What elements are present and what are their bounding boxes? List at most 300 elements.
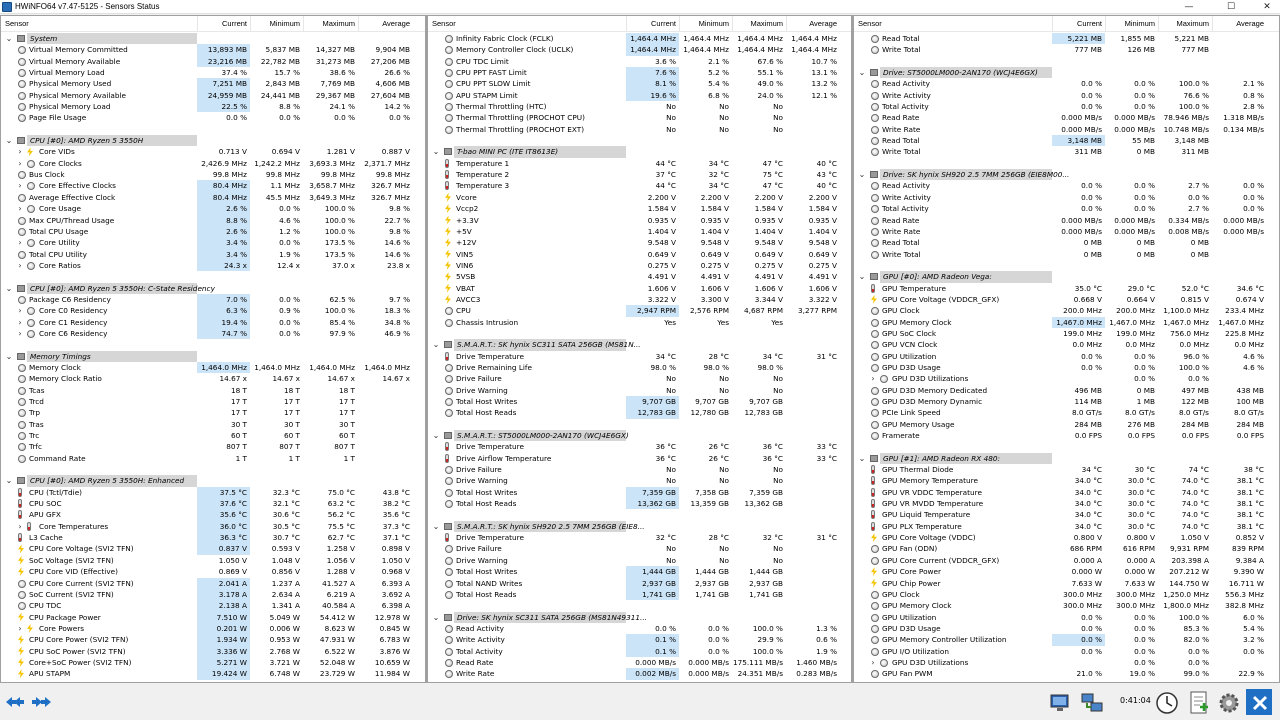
- sensor-row[interactable]: [854, 78, 1279, 89]
- expand-chevron-icon[interactable]: ›: [871, 374, 875, 384]
- collapse-chevron-icon[interactable]: ⌄: [432, 612, 440, 622]
- sensor-row[interactable]: [854, 328, 1279, 339]
- sensor-row[interactable]: [1, 419, 425, 430]
- value-minimum: 1,741 GB: [695, 589, 729, 599]
- sensor-row[interactable]: [428, 351, 851, 362]
- sensor-row[interactable]: [1, 78, 425, 89]
- sensor-row[interactable]: [854, 101, 1279, 112]
- sensor-row[interactable]: [854, 407, 1279, 418]
- sensor-row[interactable]: [428, 215, 851, 226]
- sensor-row[interactable]: [1, 67, 425, 78]
- value-current: 24.3 x: [197, 260, 250, 271]
- header-current[interactable]: Current: [626, 16, 679, 32]
- close-sensors-button[interactable]: [1246, 689, 1272, 715]
- sensor-name: Drive Failure: [456, 544, 502, 554]
- sensor-row[interactable]: [428, 396, 851, 407]
- collapse-chevron-icon[interactable]: ⌄: [5, 351, 13, 361]
- sensor-row[interactable]: [1, 90, 425, 101]
- sensor-row[interactable]: [428, 634, 851, 645]
- sensor-row[interactable]: [854, 589, 1279, 600]
- expand-chevron-icon[interactable]: ›: [871, 657, 875, 667]
- value-maximum: 497 MB: [1181, 385, 1209, 395]
- sensor-name: Core+SoC Power (SVI2 TFN): [29, 657, 132, 667]
- sensor-row[interactable]: [1, 453, 425, 464]
- sensor-group-header[interactable]: [854, 271, 1279, 282]
- sensor-row[interactable]: [1, 600, 425, 611]
- collapse-chevron-icon[interactable]: ⌄: [858, 170, 866, 180]
- sensor-row[interactable]: [1, 203, 425, 214]
- sensor-row[interactable]: [854, 351, 1279, 362]
- close-window-button[interactable]: ✕: [1263, 2, 1271, 12]
- sensor-group-header[interactable]: [1, 351, 425, 362]
- sensor-row[interactable]: [1, 328, 425, 339]
- sensor-icon: [445, 591, 453, 599]
- collapse-chevron-icon[interactable]: ⌄: [858, 453, 866, 463]
- value-maximum: 284 MB: [1181, 419, 1209, 429]
- sensor-row[interactable]: [428, 441, 851, 452]
- sensor-row[interactable]: [428, 555, 851, 566]
- sensor-row[interactable]: [428, 203, 851, 214]
- value-minimum: 0.800 V: [1126, 533, 1155, 543]
- header-sensor[interactable]: Sensor: [432, 19, 456, 28]
- sensor-row[interactable]: [428, 112, 851, 123]
- expand-chevron-icon[interactable]: ›: [18, 158, 22, 168]
- sensor-row[interactable]: [1, 260, 425, 271]
- sensor-row[interactable]: [428, 283, 851, 294]
- sensor-row[interactable]: [428, 78, 851, 89]
- value-average: 1.404 V: [808, 226, 837, 236]
- value-average: 438 MB: [1236, 385, 1264, 395]
- value-maximum: 4.491 V: [754, 272, 783, 282]
- sensor-icon: [871, 364, 879, 372]
- thermometer-icon: [445, 181, 449, 190]
- sensor-name: VIN5: [456, 249, 474, 259]
- minimize-button[interactable]: —: [1184, 2, 1194, 12]
- value-maximum: 203.398 A: [1171, 555, 1209, 565]
- sensor-name: GPU Core Current (VDDCR_GFX): [882, 555, 1000, 565]
- expand-chevron-icon[interactable]: ›: [18, 521, 22, 531]
- value-current: 3,148 MB: [1052, 135, 1105, 146]
- sensor-row[interactable]: [1, 249, 425, 260]
- sensor-row[interactable]: [854, 215, 1279, 226]
- sensor-row[interactable]: [854, 464, 1279, 475]
- network-button[interactable]: [1078, 689, 1104, 715]
- navigate-left-button[interactable]: [4, 693, 24, 709]
- sensor-row[interactable]: [428, 487, 851, 498]
- sensor-row[interactable]: [854, 600, 1279, 611]
- expand-chevron-icon[interactable]: ›: [18, 181, 22, 191]
- value-average: 284 MB: [1236, 419, 1264, 429]
- sensor-row[interactable]: [428, 532, 851, 543]
- sensor-icon: [445, 670, 453, 678]
- sensor-row[interactable]: [428, 543, 851, 554]
- sensor-row[interactable]: [854, 555, 1279, 566]
- sensor-row[interactable]: [1, 532, 425, 543]
- value-minimum: 1.404 V: [700, 226, 729, 236]
- sensor-row[interactable]: [1, 668, 425, 679]
- sensor-row[interactable]: [854, 521, 1279, 532]
- expand-chevron-icon[interactable]: ›: [18, 147, 22, 157]
- sensor-row[interactable]: [1, 180, 425, 191]
- sensor-name: +5V: [456, 226, 472, 236]
- sensor-panel-2[interactable]: [428, 16, 851, 682]
- value-average: 0.0 %: [1243, 646, 1264, 656]
- value-current: 3.336 W: [197, 646, 250, 657]
- sensor-row[interactable]: [428, 362, 851, 373]
- expand-chevron-icon[interactable]: ›: [18, 260, 22, 270]
- sensor-row[interactable]: [854, 192, 1279, 203]
- sensor-row[interactable]: [854, 419, 1279, 430]
- sensor-row[interactable]: [1, 578, 425, 589]
- sensor-row[interactable]: [1, 509, 425, 520]
- sensor-row[interactable]: [854, 475, 1279, 486]
- sensor-row[interactable]: [1, 146, 425, 157]
- header-sensor[interactable]: Sensor: [858, 19, 882, 28]
- collapse-chevron-icon[interactable]: ⌄: [432, 147, 440, 157]
- expand-chevron-icon[interactable]: ›: [18, 204, 22, 214]
- value-average: 0.852 V: [1235, 533, 1264, 543]
- sensor-row[interactable]: [1, 373, 425, 384]
- sensor-row[interactable]: [854, 373, 1279, 384]
- value-average: [358, 385, 413, 396]
- spacer-row: [1, 339, 425, 350]
- sensor-icon: [445, 489, 453, 497]
- settings-button[interactable]: [1216, 689, 1240, 715]
- value-current: 807 T: [226, 442, 247, 452]
- collapse-chevron-icon[interactable]: ⌄: [5, 283, 13, 293]
- sensor-icon: [871, 625, 879, 633]
- sensor-group-header[interactable]: [854, 169, 1279, 180]
- value-minimum: 8.8 %: [279, 102, 300, 112]
- sensor-row[interactable]: [1, 623, 425, 634]
- sensor-row[interactable]: [428, 90, 851, 101]
- sensor-row[interactable]: [428, 294, 851, 305]
- sensor-row[interactable]: [1, 169, 425, 180]
- sensor-row[interactable]: [428, 464, 851, 475]
- sensor-row[interactable]: [854, 305, 1279, 316]
- value-current: 34.0 °C: [1074, 510, 1102, 520]
- value-maximum: 76.6 %: [1183, 90, 1209, 100]
- sensor-row[interactable]: [854, 90, 1279, 101]
- clock-button[interactable]: [1154, 689, 1178, 715]
- report-button[interactable]: [1186, 689, 1210, 715]
- expand-chevron-icon[interactable]: ›: [18, 623, 22, 633]
- value-maximum: 122 MB: [1181, 397, 1209, 406]
- sensor-row[interactable]: [854, 237, 1279, 248]
- sensor-row[interactable]: [854, 657, 1279, 668]
- sensor-group-header[interactable]: [1, 283, 425, 294]
- sensor-row[interactable]: [428, 249, 851, 260]
- value-average: 14.6 %: [384, 238, 410, 248]
- collapse-chevron-icon[interactable]: ⌄: [432, 340, 440, 350]
- sensor-row[interactable]: [854, 249, 1279, 260]
- value-maximum: 47 °C: [762, 158, 783, 168]
- value-maximum: 1,250.0 MHz: [1163, 589, 1209, 599]
- sensor-row[interactable]: [1, 158, 425, 169]
- value-average: 1.3 %: [816, 623, 837, 633]
- sensor-row[interactable]: [854, 646, 1279, 657]
- sensor-row[interactable]: [854, 532, 1279, 543]
- value-current: 3.178 A: [197, 589, 250, 600]
- header-average[interactable]: Average: [786, 16, 840, 32]
- sensor-row[interactable]: [428, 124, 851, 135]
- sensor-row[interactable]: [1, 589, 425, 600]
- sensor-row[interactable]: [854, 566, 1279, 577]
- sensor-group-header[interactable]: [1, 475, 425, 486]
- sensor-row[interactable]: [428, 475, 851, 486]
- sensor-row[interactable]: [1, 44, 425, 55]
- sensor-row[interactable]: [854, 203, 1279, 214]
- sensor-name: CPU Core VID (Effective): [29, 567, 118, 577]
- sensor-row[interactable]: [1, 441, 425, 452]
- sensor-row[interactable]: [428, 317, 851, 328]
- sensor-row[interactable]: [1, 657, 425, 668]
- sensor-row[interactable]: [1, 634, 425, 645]
- sensor-row[interactable]: [854, 543, 1279, 554]
- sensor-row[interactable]: [428, 589, 851, 600]
- bottom-toolbar: [0, 684, 1280, 720]
- collapse-chevron-icon[interactable]: ⌄: [432, 521, 440, 531]
- sensor-row[interactable]: [428, 305, 851, 316]
- value-current: 37.4 %: [221, 68, 247, 78]
- value-maximum: 0.935 V: [754, 215, 783, 225]
- sensor-row[interactable]: [428, 33, 851, 44]
- sensor-group-header[interactable]: [1, 135, 425, 146]
- sensor-row[interactable]: [428, 498, 851, 509]
- sensor-group-header[interactable]: [428, 521, 851, 532]
- thermometer-icon: [871, 488, 875, 497]
- value-minimum: 30.0 °C: [1127, 487, 1155, 497]
- sensor-row[interactable]: [854, 317, 1279, 328]
- value-current: 9.548 V: [647, 238, 676, 248]
- sensor-row[interactable]: [428, 237, 851, 248]
- sensor-row[interactable]: [1, 192, 425, 203]
- sensor-row[interactable]: [1, 101, 425, 112]
- sensor-group-header[interactable]: [854, 67, 1279, 78]
- value-maximum: 97.9 %: [329, 328, 355, 338]
- sensor-row[interactable]: [1, 385, 425, 396]
- sensor-row[interactable]: [854, 33, 1279, 44]
- value-average: 26.6 %: [384, 68, 410, 78]
- header-maximum[interactable]: Maximum: [303, 16, 358, 32]
- sensor-row[interactable]: [854, 385, 1279, 396]
- value-average: 0.0 %: [1243, 204, 1264, 214]
- sensor-row[interactable]: [428, 566, 851, 577]
- sensor-row[interactable]: [1, 396, 425, 407]
- sensor-name: Drive Airflow Temperature: [456, 453, 552, 463]
- monitor-button[interactable]: [1046, 689, 1072, 715]
- header-minimum[interactable]: Minimum: [679, 16, 732, 32]
- sensor-row[interactable]: [854, 44, 1279, 55]
- sensor-group-header[interactable]: [428, 612, 851, 623]
- sensor-row[interactable]: [1, 226, 425, 237]
- sensor-row[interactable]: [428, 226, 851, 237]
- header-maximum[interactable]: Maximum: [732, 16, 786, 32]
- sensor-row[interactable]: [428, 646, 851, 657]
- value-minimum: 0 MB: [1136, 385, 1155, 395]
- value-maximum: No: [773, 476, 783, 486]
- sensor-row[interactable]: [428, 453, 851, 464]
- sensor-row[interactable]: [854, 112, 1279, 123]
- sensor-row[interactable]: [854, 226, 1279, 237]
- sensor-row[interactable]: [428, 56, 851, 67]
- value-minimum: 12,780 GB: [690, 408, 729, 418]
- collapse-chevron-icon[interactable]: ⌄: [858, 272, 866, 282]
- expand-chevron-icon[interactable]: ›: [18, 328, 22, 338]
- value-minimum: 12.4 x: [277, 260, 300, 270]
- sensor-row[interactable]: [428, 67, 851, 78]
- sensor-row[interactable]: [1, 407, 425, 418]
- value-maximum: 38.6 %: [329, 68, 355, 78]
- value-minimum: 1.606 V: [700, 283, 729, 293]
- sensor-columns: [0, 15, 1280, 683]
- header-minimum[interactable]: Minimum: [1105, 16, 1158, 32]
- sensor-row[interactable]: [1, 555, 425, 566]
- value-current: No: [666, 113, 676, 123]
- sensor-row[interactable]: [854, 498, 1279, 509]
- sensor-name: APU STAPM Limit: [456, 90, 518, 100]
- navigate-right-button[interactable]: [30, 693, 52, 709]
- expand-chevron-icon[interactable]: ›: [18, 317, 22, 327]
- sensor-group-header[interactable]: [854, 453, 1279, 464]
- sensor-row[interactable]: [1, 112, 425, 123]
- maximize-button[interactable]: ☐: [1226, 2, 1236, 12]
- sensor-row[interactable]: [854, 362, 1279, 373]
- sensor-name: Write Rate: [882, 226, 921, 236]
- sensor-row[interactable]: [854, 578, 1279, 589]
- sensor-row[interactable]: [854, 146, 1279, 157]
- sensor-row[interactable]: [854, 396, 1279, 407]
- sensor-row[interactable]: [854, 634, 1279, 645]
- collapse-chevron-icon[interactable]: ⌄: [5, 136, 13, 146]
- value-maximum: 1,464.4 MHz: [737, 45, 783, 55]
- sensor-row[interactable]: [428, 101, 851, 112]
- sensor-row[interactable]: [428, 407, 851, 418]
- sensor-row[interactable]: [1, 294, 425, 305]
- sensor-row[interactable]: [428, 158, 851, 169]
- sensor-row[interactable]: [854, 509, 1279, 520]
- value-maximum: 175.111 MB/s: [732, 657, 783, 667]
- sensor-group-header[interactable]: [428, 146, 851, 157]
- collapse-chevron-icon[interactable]: ⌄: [5, 476, 13, 486]
- value-minimum: 30.0 °C: [1127, 521, 1155, 531]
- sensor-row[interactable]: [428, 44, 851, 55]
- header-current[interactable]: Current: [1052, 16, 1105, 32]
- sensor-row[interactable]: [854, 339, 1279, 350]
- sensor-row[interactable]: [1, 612, 425, 623]
- sensor-row[interactable]: [428, 657, 851, 668]
- sensor-name: Write Total: [882, 249, 921, 259]
- lightning-icon: [18, 567, 24, 576]
- value-minimum: 200.0 MHz: [1116, 306, 1155, 316]
- sensor-name: PCIe Link Speed: [882, 408, 941, 418]
- sensor-icon: [871, 409, 879, 417]
- sensor-row[interactable]: [854, 294, 1279, 305]
- header-average[interactable]: Average: [1212, 16, 1267, 32]
- sensor-row[interactable]: [428, 668, 851, 679]
- sensor-row[interactable]: [1, 487, 425, 498]
- sensor-row[interactable]: [854, 487, 1279, 498]
- lightning-icon: [871, 567, 877, 576]
- sensor-group-header[interactable]: [428, 339, 851, 350]
- sensor-row[interactable]: [428, 373, 851, 384]
- sensor-row[interactable]: [428, 385, 851, 396]
- value-maximum: 18 T: [338, 385, 355, 395]
- sensor-row[interactable]: [1, 566, 425, 577]
- value-current: 2,426.9 MHz: [201, 158, 247, 168]
- collapse-chevron-icon[interactable]: ⌄: [432, 431, 440, 441]
- value-minimum: 0.0 %: [1134, 102, 1155, 112]
- sensor-panel-1[interactable]: [1, 16, 425, 682]
- header-current[interactable]: Current: [197, 16, 250, 32]
- sensor-row[interactable]: [854, 135, 1279, 146]
- sensor-row[interactable]: [854, 283, 1279, 294]
- sensor-row[interactable]: [428, 169, 851, 180]
- sensor-row[interactable]: [428, 623, 851, 634]
- sensor-row[interactable]: [1, 305, 425, 316]
- header-sensor[interactable]: Sensor: [5, 19, 29, 28]
- sensor-panel-3[interactable]: [854, 16, 1279, 682]
- sensor-row[interactable]: [854, 668, 1279, 679]
- header-minimum[interactable]: Minimum: [250, 16, 303, 32]
- sensor-row[interactable]: [1, 498, 425, 509]
- sensor-row[interactable]: [1, 521, 425, 532]
- sensor-row[interactable]: [428, 180, 851, 191]
- sensor-row[interactable]: [854, 180, 1279, 191]
- sensor-name: Max CPU/Thread Usage: [29, 215, 115, 225]
- expand-chevron-icon[interactable]: ›: [18, 306, 22, 316]
- sensor-row[interactable]: [854, 430, 1279, 441]
- sensor-row[interactable]: [1, 237, 425, 248]
- lightning-icon: [18, 669, 24, 678]
- value-maximum: 24.0 %: [757, 90, 783, 100]
- sensor-name: Tras: [29, 419, 44, 429]
- sensor-icon: [18, 92, 26, 100]
- network-icon: [1079, 690, 1105, 716]
- sensor-row[interactable]: [1, 646, 425, 657]
- sensor-row[interactable]: [428, 271, 851, 282]
- value-average: 22.7 %: [384, 215, 410, 225]
- sensor-row[interactable]: [854, 124, 1279, 135]
- sensor-row[interactable]: [428, 260, 851, 271]
- sensor-group-header[interactable]: [1, 33, 425, 44]
- sensor-row[interactable]: [428, 192, 851, 203]
- sensor-row[interactable]: [1, 430, 425, 441]
- sensor-group-header[interactable]: [428, 430, 851, 441]
- sensor-row[interactable]: [1, 543, 425, 554]
- value-maximum: 100.0 %: [324, 204, 355, 214]
- collapse-chevron-icon[interactable]: ⌄: [858, 68, 866, 78]
- value-current: 44 °C: [655, 158, 676, 168]
- value-maximum: 10.748 MB/s: [1163, 124, 1209, 134]
- value-minimum: 0.0 %: [1134, 635, 1155, 645]
- value-average: 3.2 %: [1243, 635, 1264, 645]
- value-current: 80.4 MHz: [197, 192, 250, 203]
- value-maximum: 67.6 %: [757, 56, 783, 66]
- value-current: 34.0 °C: [1074, 476, 1102, 486]
- sensor-row[interactable]: [1, 362, 425, 373]
- sensor-row[interactable]: [428, 578, 851, 589]
- sensor-row[interactable]: [1, 56, 425, 67]
- collapse-chevron-icon[interactable]: ⌄: [5, 34, 13, 43]
- sensor-row[interactable]: [854, 612, 1279, 623]
- header-maximum[interactable]: Maximum: [1158, 16, 1212, 32]
- header-average[interactable]: Average: [358, 16, 413, 32]
- sensor-row[interactable]: [854, 623, 1279, 634]
- sensor-row[interactable]: [1, 215, 425, 226]
- sensor-row[interactable]: [1, 317, 425, 328]
- expand-chevron-icon[interactable]: ›: [18, 238, 22, 248]
